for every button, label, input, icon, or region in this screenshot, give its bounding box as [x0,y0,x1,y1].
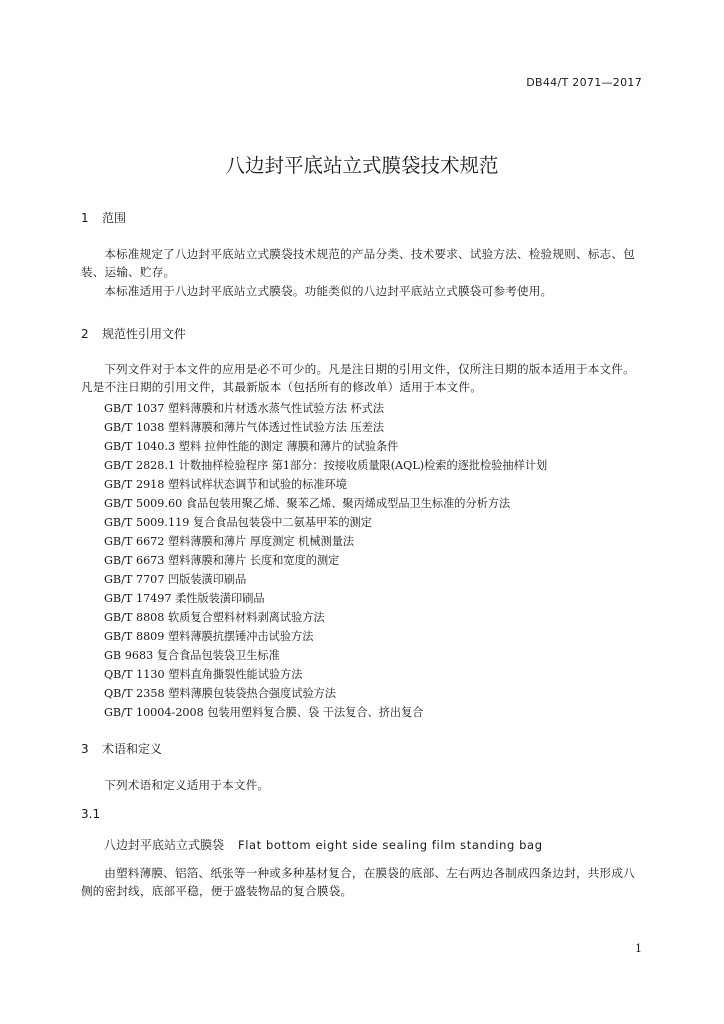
term-title [104,836,543,853]
reference-item: GB 9683 复合食品包装袋卫生标准 [104,649,280,662]
reference-item: QB/T 2358 塑料薄膜包装袋热合强度试验方法 [104,687,337,700]
reference-item: GB/T 5009.60 食品包装用聚乙烯、聚苯乙烯、聚丙烯成型品卫生标准的分析方法 [104,497,511,510]
reference-item: GB/T 8808 软质复合塑料材料剥离试验方法 [104,611,325,624]
section-number: 2 [81,327,89,341]
term-chinese: 八边封平底站立式膜袋 [104,838,225,852]
reference-item: GB/T 10004-2008 包装用塑料复合膜、袋 干法复合、挤出复合 [104,706,424,719]
section-1-heading [81,209,126,226]
paragraph: 下列术语和定义适用于本文件。 [104,778,270,792]
reference-item: GB/T 7707 凹版装潢印刷品 [104,573,247,586]
paragraph: 下列文件对于本文件的应用是必不可少的。凡是注日期的引用文件，仅所注日期的版本适用于本文件。凡是不注日期的引用文件，其最新版本（包括所有的修改单）适用于本文件。 [81,362,635,394]
page-number: 1 [635,942,642,955]
document-title: 八边封平底站立式膜袋技术规范 [225,154,499,177]
reference-item: GB/T 5009.119 复合食品包装袋中二氨基甲苯的测定 [104,516,372,529]
reference-item: GB/T 1040.3 塑料 拉伸性能的测定 薄膜和薄片的试验条件 [104,440,399,453]
section-3-heading [81,740,162,757]
reference-item: GB/T 6673 塑料薄膜和薄片 长度和宽度的测定 [104,554,340,567]
reference-item: GB/T 6672 塑料薄膜和薄片 厚度测定 机械测量法 [104,535,355,548]
reference-item: GB/T 2918 塑料试样状态调节和试验的标准环境 [104,478,347,491]
section-number: 3 [81,742,89,756]
paragraph: 本标准规定了八边封平底站立式膜袋技术规范的产品分类、技术要求、试验方法、检验规则、标志、包装、运输、贮存。 [81,247,635,279]
reference-item: GB/T 8809 塑料薄膜抗摆锤冲击试验方法 [104,630,314,643]
section-title: 术语和定义 [102,742,163,756]
section-2-heading [81,325,186,342]
reference-item: GB/T 2828.1 计数抽样检验程序 第1部分：按接收质量限(AQL)检索的逐批检验抽样计划 [104,459,548,472]
reference-item: GB/T 17497 柔性版装潢印刷品 [104,592,265,605]
section-number: 1 [81,211,89,225]
reference-item: GB/T 1038 塑料薄膜和薄片气体透过性试验方法 压差法 [104,421,385,434]
term-definition: 由塑料薄膜、铝箔、纸张等一种或多种基材复合，在膜袋的底部、左右两边各制成四条边封，共形成八侧的密封线，底部平稳，便于盛装物品的复合膜袋。 [81,866,635,898]
reference-item: GB/T 1037 塑料薄膜和片材透水蒸气性试验方法 杯式法 [104,402,385,415]
reference-item: QB/T 1130 塑料直角撕裂性能试验方法 [104,668,303,681]
paragraph: 本标准适用于八边封平底站立式膜袋。功能类似的八边封平底站立式膜袋可参考使用。 [104,284,553,298]
section-title: 规范性引用文件 [102,327,187,341]
term-english: Flat bottom eight side sealing film standing bag [238,838,543,852]
standard-code: DB44/T 2071—2017 [526,76,642,89]
section-title: 范围 [102,211,127,225]
term-number: 3.1 [81,807,101,821]
